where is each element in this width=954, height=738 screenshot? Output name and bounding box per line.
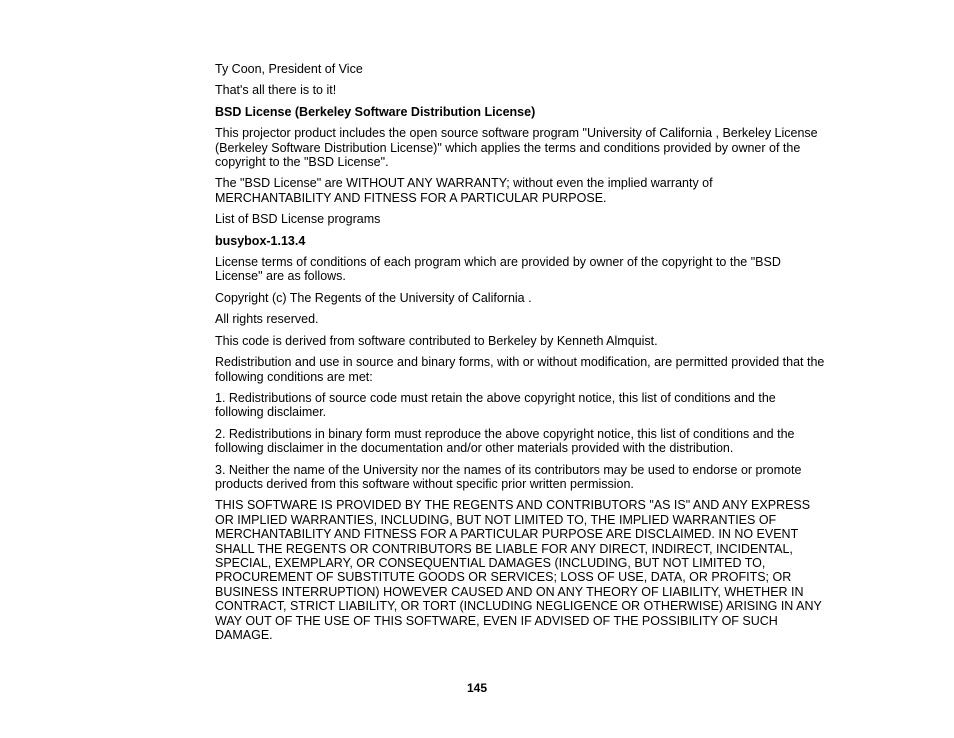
condition-item-2: 2. Redistributions in binary form must reproduce the above copyright notice, this list of conditions and the following disclaimer in the documentation and/or other materials provided with the distribution. [215, 426, 795, 456]
license-terms-paragraph: License terms of conditions of each program which are provided by owner of the copyright to the "BSD License" are as follows. [215, 255, 781, 284]
warranty-paragraph: The "BSD License" are WITHOUT ANY WARRANTY; without even the implied warranty of MERCHANTABILITY AND FITNESS FOR A PARTICULAR PURPOSE. [215, 176, 713, 205]
program-list-label: List of BSD License programs [215, 212, 381, 227]
section-heading-bsd-license: BSD License (Berkeley Software Distribution License) [215, 104, 536, 119]
condition-item-1: 1. Redistributions of source code must retain the above copyright notice, this list of conditions and the following disclaimer. [215, 390, 776, 420]
condition-item-3: 3. Neither the name of the University nor the names of its contributors may be used to endorse or promote products derived from this software without specific prior written permission. [215, 462, 802, 491]
page-number: 145 [466, 681, 488, 695]
signature-line: Ty Coon, President of Vice [215, 62, 363, 76]
copyright-notice: Copyright (c) The Regents of the University of California . [215, 290, 532, 305]
document-body [215, 62, 827, 649]
bsd-intro-paragraph: This projector product includes the open source software program "University of California , Berkeley License (Berkeley Software Distribution License)" which applies the terms and conditions provided by owner of the copyright to the "BSD License". [215, 126, 818, 170]
rights-reserved: All rights reserved. [215, 312, 319, 327]
contribution-paragraph: This code is derived from software contributed to Berkeley by Kenneth Almquist. [215, 333, 658, 348]
redistribution-paragraph: Redistribution and use in source and binary forms, with or without modification, are permitted provided that the following conditions are met: [215, 355, 825, 384]
closing-remark: That's all there is to it! [215, 83, 337, 98]
program-name-heading: busybox-1.13.4 [215, 233, 306, 248]
disclaimer-paragraph: THIS SOFTWARE IS PROVIDED BY THE REGENTS AND CONTRIBUTORS "AS IS" AND ANY EXPRESS OR IMPLIED WARRANTIES, INCLUDING, BUT NOT LIMITED TO, THE IMPLIED WARRANTIES OF MERCHANTABILITY AND FITNESS FOR A PARTICULAR PURPOSE ARE DISCLAIMED. IN NO EVENT SHALL THE REGENTS OR CONTRIBUTORS BE LIABLE FOR ANY DIRECT, INDIRECT, INCIDENTAL, SPECIAL, EXEMPLARY, OR CONSEQUENTIAL DAMAGES (INCLUDING, BUT NOT LIMITED TO, PROCUREMENT OF SUBSTITUTE GOODS OR SERVICES; LOSS OF USE, DATA, OR PROFITS; OR BUSINESS INTERRUPTION) HOWEVER CAUSED AND ON ANY THEORY OF LIABILITY, WHETHER IN CONTRACT, STRICT LIABILITY, OR TORT (INCLUDING NEGLIGENCE OR OTHERWISE) ARISING IN ANY WAY OUT OF THE USE OF THIS SOFTWARE, EVEN IF ADVISED OF THE POSSIBILITY OF SUCH DAMAGE. [215, 498, 822, 642]
